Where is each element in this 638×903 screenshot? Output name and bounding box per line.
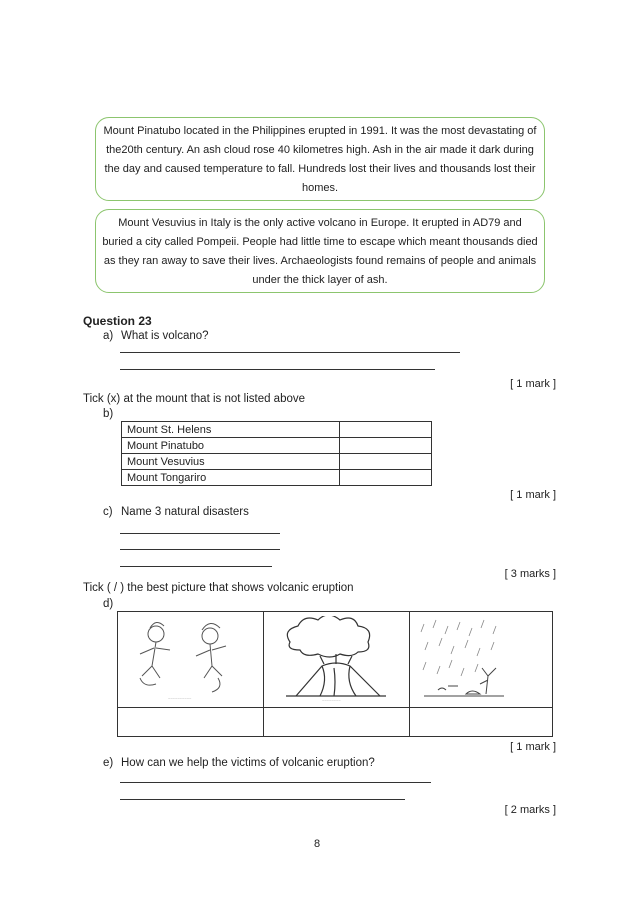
part-c-mark: [ 3 marks ] xyxy=(504,568,556,580)
part-a-mark: [ 1 mark ] xyxy=(510,378,556,390)
question-title: Question 23 xyxy=(83,314,152,328)
table-row xyxy=(122,470,432,486)
people-picture[interactable] xyxy=(128,616,253,704)
answer-line-a1[interactable] xyxy=(120,352,460,353)
table-row xyxy=(122,454,432,470)
table-row xyxy=(122,438,432,454)
part-d-label: d) xyxy=(103,598,114,610)
rain-picture[interactable] xyxy=(418,616,508,704)
answer-line-a2[interactable] xyxy=(120,369,435,370)
volcano-picture[interactable] xyxy=(276,616,398,704)
part-b-mark: [ 1 mark ] xyxy=(510,489,556,501)
mount-table xyxy=(121,421,432,486)
picture-table xyxy=(117,611,553,737)
part-d-mark: [ 1 mark ] xyxy=(510,741,556,753)
part-d-instruction: Tick ( / ) the best picture that shows volcanic eruption xyxy=(83,582,354,594)
vesuvius-info-box xyxy=(95,209,545,293)
part-c-question: Name 3 natural disasters xyxy=(121,506,249,518)
answer-line-e1[interactable] xyxy=(120,782,431,783)
mount-option: Mount St. Helens xyxy=(122,422,340,438)
tick-box[interactable] xyxy=(340,470,432,486)
mount-option: Mount Pinatubo xyxy=(122,438,340,454)
row-divider xyxy=(118,707,552,708)
cell-divider xyxy=(409,612,410,736)
answer-line-c1[interactable] xyxy=(120,533,280,534)
table-row xyxy=(122,422,432,438)
mount-option: Mount Vesuvius xyxy=(122,454,340,470)
cell-divider xyxy=(263,612,264,736)
tick-box[interactable] xyxy=(340,438,432,454)
vesuvius-text: Mount Vesuvius in Italy is the only active volcano in Europe. It erupted in AD79 and buried a city called Pompeii. People had little time to escape which meant thousands died as they ran away to save their lives. Archaeologists found remains of people and animals under the thick layer of ash. xyxy=(102,217,538,286)
part-e-mark: [ 2 marks ] xyxy=(504,804,556,816)
pinatubo-text: Mount Pinatubo located in the Philippines erupted in 1991. It was the most devastating of the20th century. An ash cloud rose 40 kilometres high. Ash in the air made it dark during the day and caused temperature to fall. Hundreds lost their lives and thousands lost their homes. xyxy=(103,125,537,194)
part-a-label: a) xyxy=(103,330,114,342)
tick-box[interactable] xyxy=(340,422,432,438)
pinatubo-info-box xyxy=(95,117,545,201)
answer-line-e2[interactable] xyxy=(120,799,405,800)
part-b-label: b) xyxy=(103,408,114,420)
answer-line-c3[interactable] xyxy=(120,566,272,567)
part-e-label: e) xyxy=(103,757,114,769)
part-a-question: What is volcano? xyxy=(121,330,209,342)
page-number: 8 xyxy=(314,838,321,850)
mount-option: Mount Tongariro xyxy=(122,470,340,486)
answer-line-c2[interactable] xyxy=(120,549,280,550)
svg-text:~~~~~~~~~~: ~~~~~~~~~~ xyxy=(168,696,192,701)
part-c-label: c) xyxy=(103,506,113,518)
part-b-instruction: Tick (x) at the mount that is not listed above xyxy=(83,393,306,405)
tick-box[interactable] xyxy=(340,454,432,470)
part-e-question: How can we help the victims of volcanic eruption? xyxy=(121,757,375,769)
svg-text:~~~~~~~~: ~~~~~~~~ xyxy=(322,698,341,703)
